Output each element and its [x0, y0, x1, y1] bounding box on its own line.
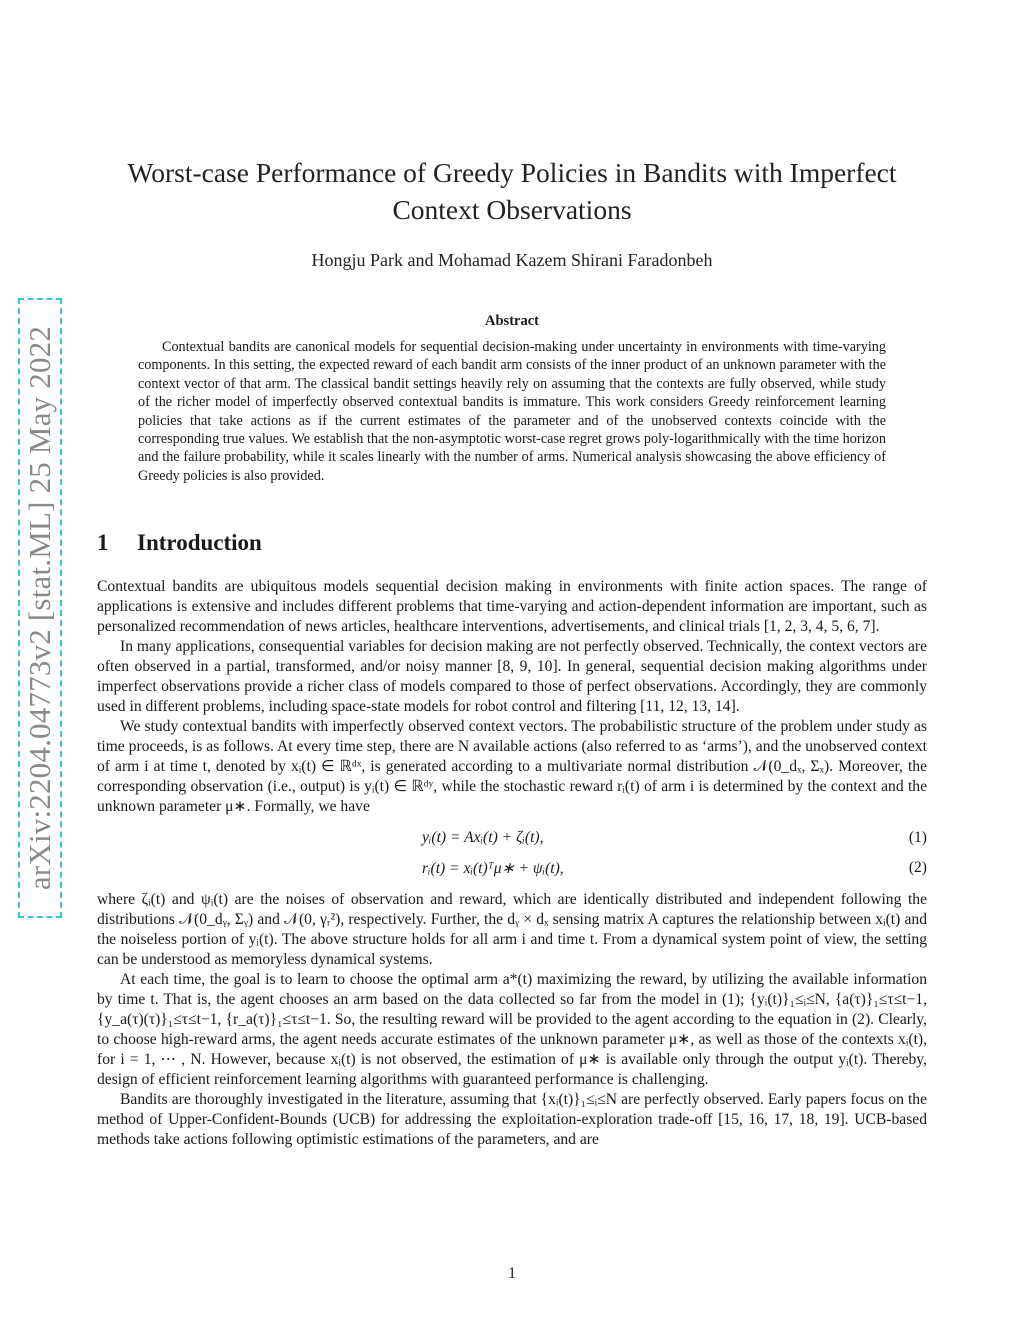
equation-2-body: rᵢ(t) = xᵢ(t)ᵀμ∗ + ψᵢ(t), [422, 860, 564, 877]
equation-2-number[interactable]: (2) [908, 859, 927, 876]
arxiv-identifier-stamp [18, 298, 62, 918]
paper-title [100, 154, 924, 228]
introduction-body [97, 577, 927, 1150]
paragraph: Contextual bandits are ubiquitous models sequential decision making in environments with finite action spaces. The range of applications is extensive and includes different problems that time-varying and action-dependent information are important, such as personalized recommendation of news articles, healthcare interventions, advertisements, and clinical trials [1, 2, 3, 4, 5, 6, 7]. [97, 578, 927, 635]
arxiv-identifier-text: arXiv:2204.04773v2 [stat.ML] 25 May 2022 [22, 325, 57, 891]
equation-2 [97, 854, 927, 884]
paper-title-line-1: Worst-case Performance of Greedy Policies in Bandits with Imperfect [127, 157, 897, 188]
equation-block [97, 824, 927, 884]
page-number: 1 [508, 1265, 516, 1282]
equation-1-body: yᵢ(t) = Axᵢ(t) + ζᵢ(t), [422, 829, 544, 846]
paragraph: We study contextual bandits with imperfectly observed context vectors. The probabilistic structure of the problem under study as time proceeds, is as follows. At every time step, there are N available actions (also referred to as ‘arms’), and the unobserved context of arm i at time t, denoted by xᵢ(t) ∈ ℝᵈˣ, is generated according to a multivariate normal distribution 𝒩(0_dₓ, Σₓ). Moreover, the corresponding observation (i.e., output) is yᵢ(t) ∈ ℝᵈʸ, while the stochastic reward rᵢ(t) of arm i is determined by the context and the unknown parameter μ∗. Formally, we have [97, 718, 927, 815]
abstract-heading: Abstract [485, 313, 539, 329]
abstract-body: Contextual bandits are canonical models for sequential decision-making under uncertainty in environments with time-varying components. In this setting, the expected reward of each bandit arm consists of the inner product of an unknown parameter with the context vector of that arm. The classical bandit settings heavily rely on assuming that the contexts are fully observed, while study of the richer model of imperfectly observed contextual bandits is immature. This work considers Greedy reinforcement learning policies that take actions as if the current estimates of the parameter and of the unobserved contexts coincide with the corresponding true values. We establish that the non-asymptotic worst-case regret grows poly-logarithmically with the time horizon and the failure probability, while it scales linearly with the number of arms. Numerical analysis showcasing the above efficiency of Greedy policies is also provided. [138, 339, 886, 484]
paragraph: where ζᵢ(t) and ψᵢ(t) are the noises of observation and reward, which are identically distributed and independent following the distributions 𝒩(0_dᵧ, Σᵧ) and 𝒩(0, γᵣ²), respectively. Further, the dᵧ × dₓ sensing matrix A captures the relationship between xᵢ(t) and the noiseless portion of yᵢ(t). The above structure holds for all arm i and time t. From a dynamical system point of view, the setting can be understood as memoryless dynamical systems. [97, 891, 927, 968]
paragraph: At each time, the goal is to learn to choose the optimal arm a*(t) maximizing the reward, by utilizing the available information by time t. That is, the agent chooses an arm based on the data collected so far from the model in (1); {yᵢ(t)}₁≤ᵢ≤N, {a(τ)}₁≤τ≤t−1, {y_a(τ)(τ)}₁≤τ≤t−1, {r_a(τ)}₁≤τ≤t−1. So, the resulting reward will be provided to the agent according to the equation in (2). Clearly, to choose high-reward arms, the agent needs accurate estimates of the unknown parameter μ∗, as well as those of the contexts xᵢ(t), for i = 1, ⋯ , N. However, because xᵢ(t) is not observed, the estimation of μ∗ is available only through the output yᵢ(t). Thereby, design of efficient reinforcement learning algorithms with guaranteed performance is challenging. [97, 971, 927, 1088]
paragraph: Bandits are thoroughly investigated in the literature, assuming that {xᵢ(t)}₁≤ᵢ≤N are perfectly observed. Early papers focus on the method of Upper-Confident-Bounds (UCB) for addressing the exploitation-exploration trade-off [15, 16, 17, 18, 19]. UCB-based methods take actions following optimistic estimations of the parameters, and are [97, 1091, 927, 1148]
paragraph: In many applications, consequential variables for decision making are not perfectly observed. Technically, the context vectors are often observed in a partial, transformed, and/or noisy manner [8, 9, 10]. In general, sequential decision making algorithms under imperfect observations provide a richer class of models compared to those of perfect observations. Accordingly, they are commonly used in different problems, including space-state models for robot control and filtering [11, 12, 13, 14]. [97, 638, 927, 715]
authors: Hongju Park and Mohamad Kazem Shirani Faradonbeh [311, 250, 713, 270]
paper-title-line-2: Context Observations [392, 194, 632, 225]
section-number: 1 [97, 530, 109, 555]
equation-1 [97, 824, 927, 854]
section-heading-introduction [97, 530, 262, 556]
equation-1-number[interactable]: (1) [908, 829, 927, 846]
section-title: Introduction [137, 530, 262, 555]
